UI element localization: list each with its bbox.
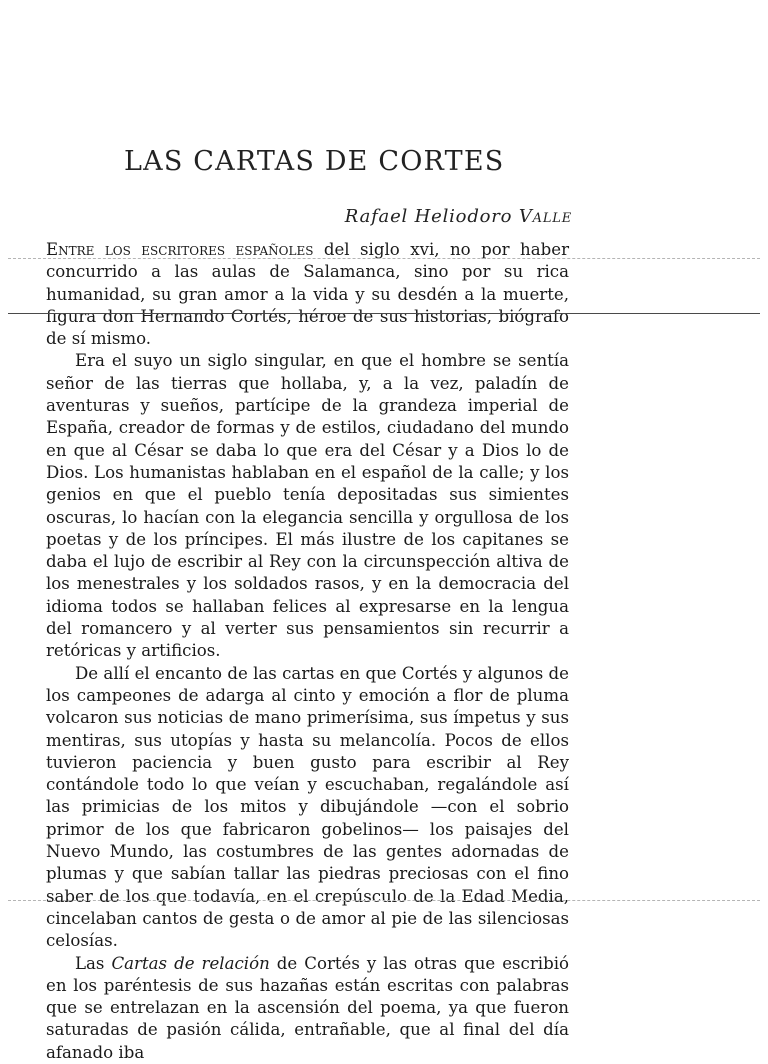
article-body bbox=[46, 239, 569, 1064]
scan-artifact-line-1 bbox=[8, 258, 760, 260]
article-title: LAS CARTAS DE CORTES bbox=[124, 146, 505, 177]
author-first-name: Rafael Heliodoro bbox=[344, 206, 519, 227]
author-name bbox=[345, 206, 572, 227]
scan-artifact-line-3 bbox=[8, 900, 760, 902]
paragraph-4-pre: Las bbox=[75, 953, 112, 973]
paragraph-4-text: de Cortés y las otras que escribió en los paréntesis de sus hazañas están escritas con palabras que se entrelazan en la ascensión del poema, ya que fueron saturadas de pasión cálida, entrañable, que al final del día afanado iba bbox=[46, 953, 570, 1062]
author-last-name: Valle bbox=[518, 206, 572, 227]
paragraph-1-lead: Entre los escritores españoles bbox=[46, 240, 314, 259]
paragraph-1 bbox=[46, 239, 569, 350]
scan-artifact-line-2 bbox=[8, 313, 760, 314]
paragraph-2: Era el suyo un siglo singular, en que el hombre se sentía señor de las tierras que hollaba, y, a la vez, paladín de aventuras y sueños, partícipe de la grandeza imperial de España, creador de formas y de estilos, ciudadano del mundo en que al César se daba lo que era del César y a Dios lo de Dios. Los humanistas hablaban en el español de la calle; y los genios en que el pueblo tenía depositadas sus simientes oscuras, lo hacían con la elegancia sencilla y orgullosa de los poetas y de los príncipes. El más ilustre de los capitanes se daba el lujo de escribir al Rey con la circunspección altiva de los menestrales y los soldados rasos, y en la democracia del idioma todos se hallaban felices al expresarse en la lengua del romancero y al verter sus pensamientos sin recurrir a retóricas y artificios. bbox=[46, 351, 569, 661]
paragraph-3: De allí el encanto de las cartas en que Cortés y algunos de los campeones de adarga al cinto y emoción a flor de pluma volcaron sus noticias de mano primerísima, sus ímpetus y sus mentiras, sus utopías y hasta su melancolía. Pocos de ellos tuvieron paciencia y buen gusto para escribir al Rey contándole todo lo que veían y escuchaban, regalándole así las primicias de los mitos y dibujándole —con el sobrio primor de los que fabricaron gobelinos— los paisajes del Nuevo Mundo, las costumbres de las gentes adornadas de plumas y que sabían tallar las piedras preciosas con el fino saber de los que todavía, en el crepúsculo de la Edad Media, cincelaban cantos de gesta o de amor al pie de las silenciosas celosías. bbox=[46, 663, 569, 951]
paragraph-4-italic-title: Cartas de relación bbox=[111, 953, 270, 973]
paragraph-4 bbox=[46, 953, 569, 1064]
paragraph-1-text: del siglo xvi, no por haber concurrido a las aulas de Salamanca, sino por su rica humanidad, su gran amor a la vida y su desdén a la muerte, figura don Hernando Cortés, héroe de sus historias, biógrafo de sí mismo. bbox=[46, 240, 569, 349]
